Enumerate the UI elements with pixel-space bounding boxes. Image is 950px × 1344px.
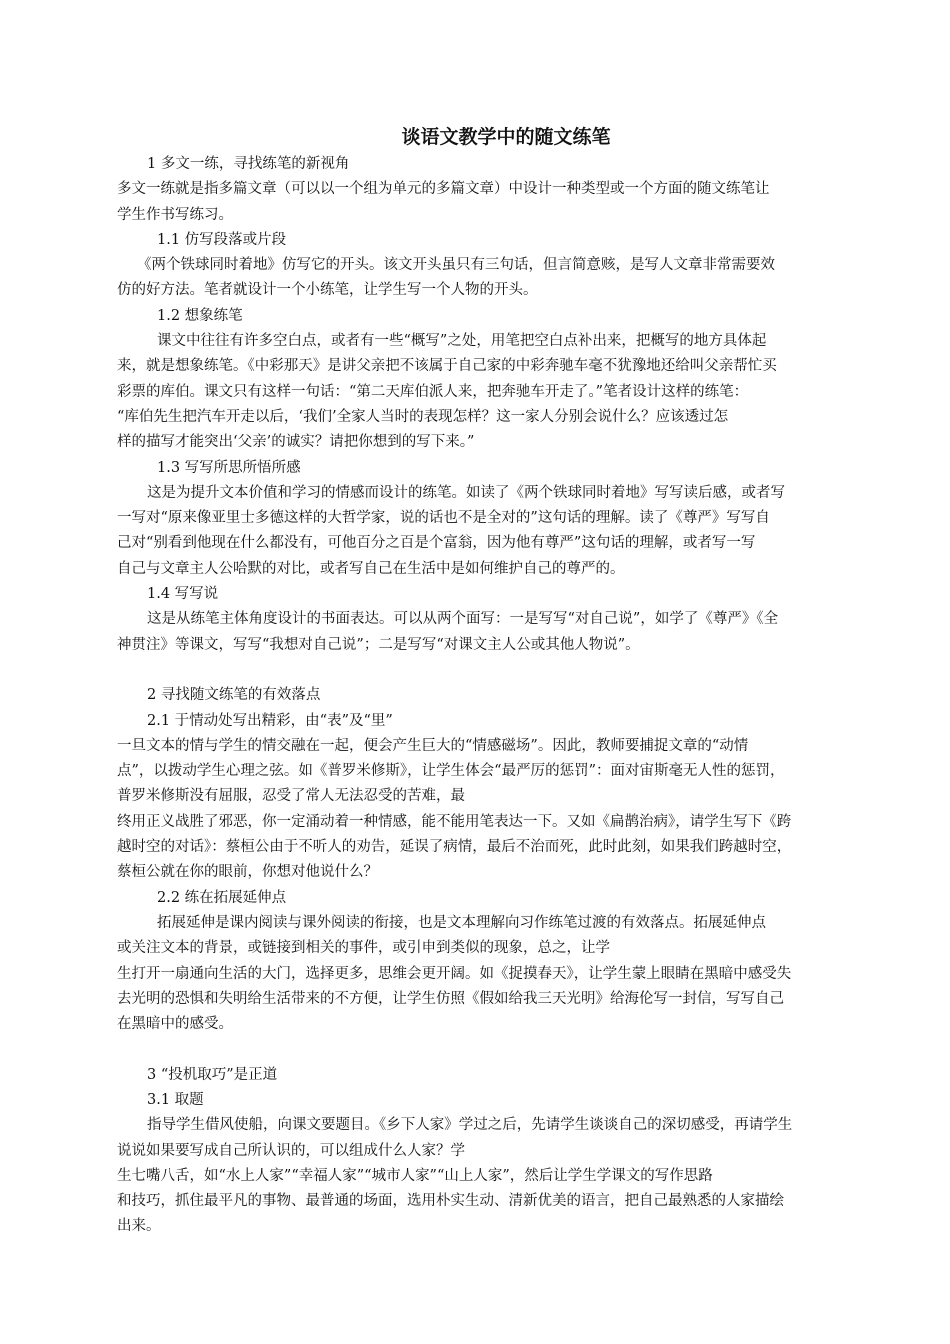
document-title: 谈语文教学中的随文练笔 [401, 126, 611, 148]
section-heading: 3 “投机取巧”是正道 [147, 1066, 278, 1083]
paragraph-gap [117, 1037, 869, 1062]
paragraph-gap [117, 658, 869, 683]
paragraph-line: 《两个铁球同时着地》仿写它的开头。该文开头虽只有三句话，但言简意赅，是写人文章非常需要效 [137, 257, 775, 274]
paragraph-line: “库伯先生把汽车开走以后，‘我们’全家人当时的表现怎样？这一家人分别会说什么？应该透过怎 [117, 408, 729, 425]
paragraph-line: 课文中往往有许多空白点，或者有一些“概写”之处，用笔把空白点补出来，把概写的地方具体起 [157, 333, 767, 350]
paragraph-line: 去光明的恐惧和失明给生活带来的不方便，让学生仿照《假如给我三天光明》给海伦写一封信，写写自己 [117, 990, 784, 1007]
subsection-heading: 2.2 练在拓展延伸点 [157, 889, 287, 906]
paragraph-line: 生打开一扇通向生活的大门，选择更多，思维会更开阔。如《捉摸春天》，让学生蒙上眼睛在黑暗中感受失 [117, 965, 792, 982]
subsection-heading: 2.1 于情动处写出精彩，由“表”及“里” [147, 712, 393, 729]
section-heading: 1 多文一练，寻找练笔的新视角 [147, 156, 350, 172]
paragraph-line: 这是为提升文本价值和学习的情感而设计的练笔。如读了《两个铁球同时着地》写写读后感，或者写 [147, 484, 785, 501]
subsection-heading: 1.4 写写说 [147, 586, 219, 603]
paragraph-line: 指导学生借风使船，向课文要题目。《乡下人家》学过之后，先请学生谈谈自己的深切感受，再请学生 [147, 1117, 793, 1134]
subsection-heading: 1.1 仿写段落或片段 [157, 231, 287, 248]
paragraph-line: 点”，以拨动学生心理之弦。如《普罗米修斯》，让学生体会“最严厉的惩罚”：面对宙斯毫无人性的惩罚， [117, 763, 785, 780]
paragraph-line: 学生作书写练习。 [117, 206, 233, 223]
paragraph-line: 一旦文本的情与学生的情交融在一起，便会产生巨大的“情感磁场”。因此，教师要捕捉文章的“动情 [117, 737, 749, 754]
paragraph-line: 来，就是想象练笔。《中彩那天》是讲父亲把不该属于自己家的中彩奔驰车毫不犹豫地还给叫父亲帮忙买 [117, 358, 777, 375]
paragraph-line: 出来。 [117, 1218, 161, 1235]
paragraph-line: 一写对“原来像亚里士多德这样的大哲学家，说的话也不是全对的”这句话的理解。读了《尊严》写写自 [117, 510, 770, 527]
paragraph-line: 这是从练笔主体角度设计的书面表达。可以从两个面写：一是写写“对自己说”，如学了《尊严》《全 [147, 611, 779, 628]
paragraph-line: 普罗米修斯没有屈服，忍受了常人无法忍受的苦难，最 [117, 788, 465, 805]
paragraph-line: 自己与文章主人公哈默的对比，或者写自己在生活中是如何维护自己的尊严的。 [117, 560, 625, 577]
paragraph-line: 彩票的库伯。课文只有这样一句话：“第二天库伯派人来，把奔驰车开走了。”笔者设计这样的练笔： [117, 383, 749, 400]
paragraph-line: 拓展延伸是课内阅读与课外阅读的衔接，也是文本理解向习作练笔过渡的有效落点。拓展延伸点 [157, 914, 766, 931]
section-heading: 2 寻找随文练笔的有效落点 [147, 687, 321, 704]
subsection-heading: 3.1 取题 [147, 1091, 204, 1108]
paragraph-line: 在黑暗中的感受。 [117, 1016, 233, 1033]
paragraph-line: 己对“别看到他现在什么都没有，可他百分之百是个富翁，因为他有尊严”这句话的理解，或者写一写 [117, 535, 756, 552]
paragraph-line: 生七嘴八舌，如“水上人家”“幸福人家”“城市人家”“山上人家”，然后让学生学课文的写作思路 [117, 1167, 713, 1184]
paragraph-line: 和技巧，抓住最平凡的事物、最普通的场面，选用朴实生动、清新优美的语言，把自己最熟悉的人家描绘 [117, 1193, 784, 1210]
paragraph-line: 仿的好方法。笔者就设计一个小练笔，让学生写一个人物的开头。 [117, 282, 538, 299]
subsection-heading: 1.3 写写所思所悟所感 [157, 459, 301, 476]
paragraph-line: 蔡桓公就在你的眼前，你想对他说什么？ [117, 864, 378, 881]
paragraph-line: 说说如果要写成自己所认识的，可以组成什么人家？学 [117, 1142, 465, 1159]
paragraph-line: 多文一练就是指多篇文章（可以以一个组为单元的多篇文章）中设计一种类型或一个方面的随文练笔让 [117, 181, 770, 198]
subsection-heading: 1.2 想象练笔 [157, 307, 243, 324]
paragraph-line: 或关注文本的背景，或链接到相关的事件，或引申到类似的现象，总之，让学 [117, 940, 610, 957]
paragraph-line: 终用正义战胜了邪恶，你一定涌动着一种情感，能不能用笔表达一下。又如《扁鹊治病》，请学生写下《跨 [117, 813, 792, 830]
paragraph-line: 越时空的对话》：蔡桓公由于不听人的劝告，延误了病情，最后不治而死，此时此刻，如果我们跨越时空， [117, 839, 792, 856]
paragraph-line: 神贯注》等课文，写写“我想对自己说”；二是写写“对课文主人公或其他人物说”。 [117, 636, 640, 653]
document-body [117, 152, 869, 1240]
paragraph-line: 样的描写才能突出‘父亲’的诚实？请把你想到的写下来。” [117, 434, 475, 451]
